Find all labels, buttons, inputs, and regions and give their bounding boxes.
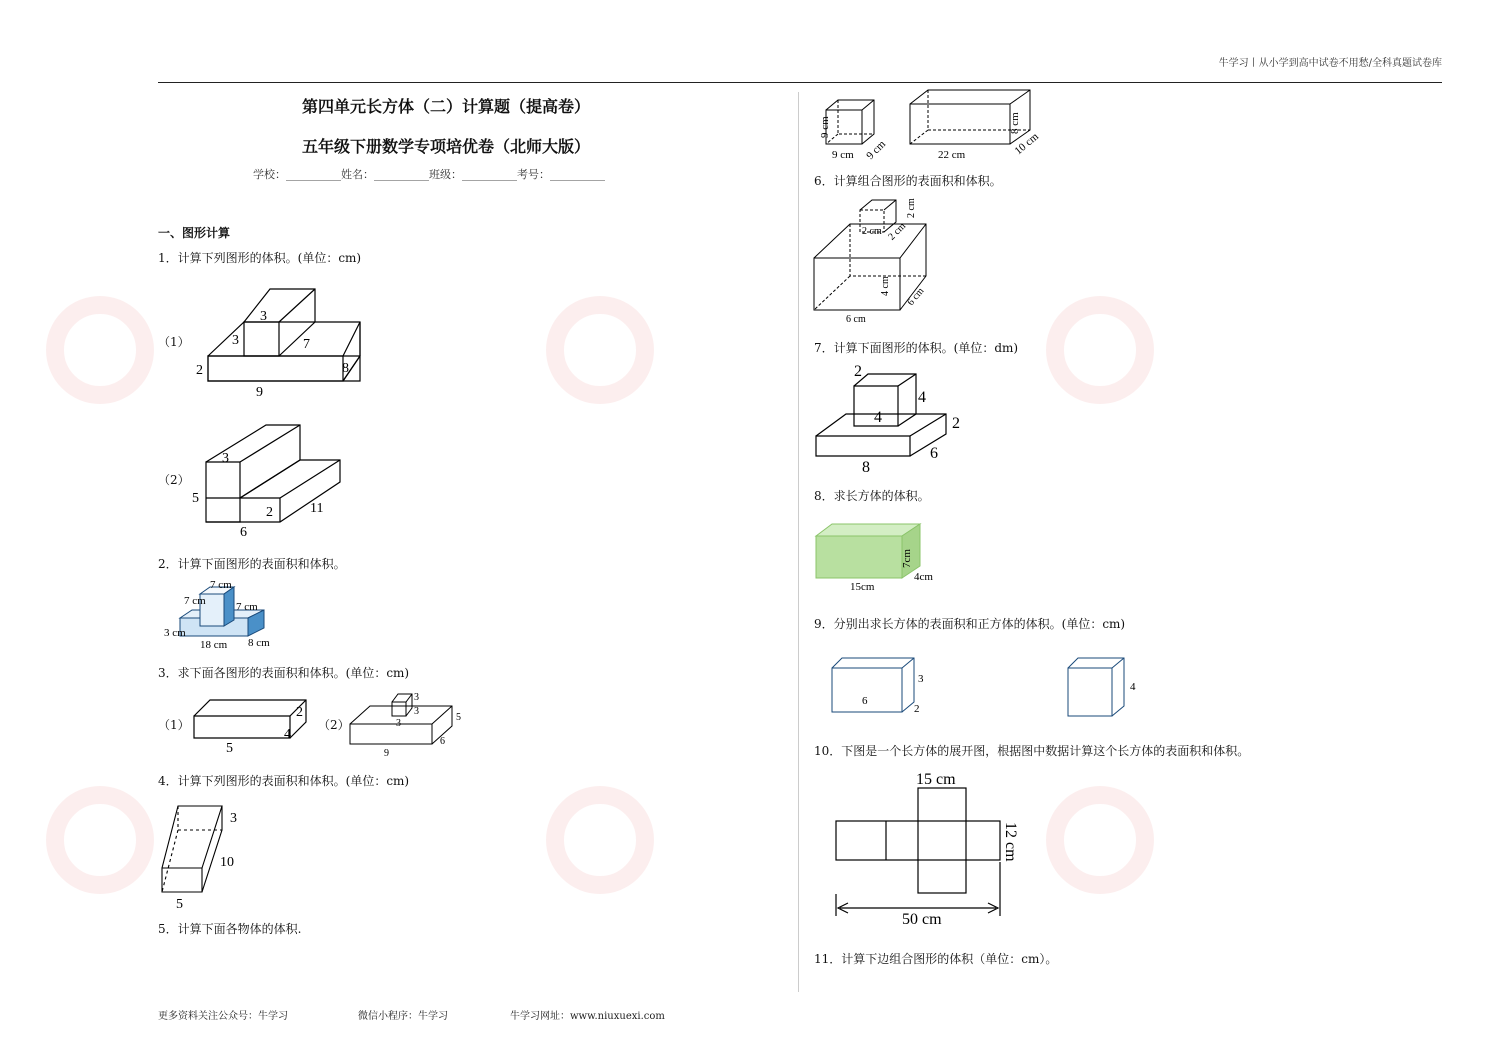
f2-label-c: 7 cm <box>236 601 258 613</box>
figure-5 <box>812 86 1052 162</box>
f5-label-b: 9 cm <box>832 149 854 161</box>
figure-4 <box>158 800 258 912</box>
q3-part2-label: （2） <box>318 718 350 732</box>
question-4: 4．计算下列图形的表面积和体积。(单位：cm) <box>158 774 410 788</box>
q1-part2-label: （2） <box>158 473 190 487</box>
question-9: 9．分别出求长方体的表面积和正方体的体积。(单位：cm) <box>814 617 1126 631</box>
question-3: 3．求下面各图形的表面积和体积。(单位：cm) <box>158 666 410 680</box>
f2-label-a: 7 cm <box>210 579 232 591</box>
f5-label-a: 9 cm <box>819 116 831 138</box>
figure-1-2 <box>192 420 350 540</box>
f3-2-label-a: 3 <box>414 692 419 703</box>
figure-7 <box>812 362 972 474</box>
watermark <box>1040 780 1160 904</box>
figure-10 <box>832 766 1032 930</box>
f1-1-label-b: 3 <box>232 333 239 348</box>
f7-label-c: 4 <box>874 409 882 426</box>
figure-8 <box>812 520 942 594</box>
figure-6 <box>810 196 940 325</box>
f4-label-b: 10 <box>220 855 234 870</box>
question-5: 5．计算下面各物体的体积. <box>158 922 302 936</box>
f6-label-a: 2 cm <box>862 226 882 237</box>
f5-label-e: 10 cm <box>1012 130 1041 158</box>
f10-label-c: 50 cm <box>902 911 942 928</box>
f1-2-label-b: 5 <box>192 491 199 506</box>
watermark <box>540 780 660 904</box>
question-7: 7．计算下面图形的体积。(单位：dm) <box>814 341 1019 355</box>
f5-label-d: 8 cm <box>1009 112 1021 134</box>
f1-1-label-c: 7 <box>303 337 310 352</box>
f7-label-e: 6 <box>930 445 938 462</box>
figure-9 <box>828 654 1148 720</box>
f6-label-b: 2 cm <box>886 220 909 243</box>
f3-2-label-e: 6 <box>440 736 445 747</box>
f5-label-f: 22 cm <box>938 149 966 161</box>
f1-2-label-c: 2 <box>266 505 273 520</box>
footer-mini-program: 微信小程序：牛学习 <box>358 1011 448 1022</box>
student-info-line: 学校：__________姓名：__________班级：__________考号：__________ <box>253 168 605 181</box>
footer-site: 牛学习网址：www.niuxuexi.com <box>510 1011 665 1022</box>
watermark <box>40 290 160 414</box>
f3-2-label-b: 3 <box>414 706 419 717</box>
f9-label-d: 4 <box>1130 681 1136 693</box>
f2-label-f: 8 cm <box>248 637 270 649</box>
f2-label-b: 7 cm <box>184 595 206 607</box>
f7-label-a: 2 <box>854 363 862 380</box>
question-10: 10．下图是一个长方体的展开图，根据图中数据计算这个长方体的表面积和体积。 <box>814 744 1250 758</box>
watermark <box>1040 290 1160 414</box>
f3-2-label-c: 3 <box>396 718 401 729</box>
f6-label-d: 4 cm <box>880 276 891 296</box>
doc-subtitle: 五年级下册数学专项培优卷（北师大版） <box>302 137 591 156</box>
f6-label-e: 6 cm <box>905 285 927 308</box>
f6-label-f: 6 cm <box>846 314 866 325</box>
f3-1-label-a: 2 <box>296 705 303 720</box>
f7-label-d: 2 <box>952 415 960 432</box>
watermark <box>540 290 660 414</box>
watermark <box>40 780 160 904</box>
f1-1-label-e: 9 <box>256 385 263 400</box>
f5-label-c: 9 cm <box>864 138 889 163</box>
header-divider <box>158 82 1442 83</box>
f3-2-label-d: 5 <box>456 712 461 723</box>
f9-label-a: 3 <box>918 673 924 685</box>
question-1: 1．计算下列图形的体积。(单位：cm) <box>158 251 362 265</box>
f3-1-label-c: 5 <box>226 741 233 756</box>
f8-label-a: 7cm <box>901 549 913 568</box>
figure-2 <box>160 580 280 652</box>
f1-2-label-a: 3 <box>222 451 229 466</box>
doc-title: 第四单元长方体（二）计算题（提高卷） <box>302 97 591 116</box>
question-8: 8．求长方体的体积。 <box>814 489 930 503</box>
f10-label-a: 15 cm <box>916 771 956 788</box>
question-2: 2．计算下面图形的表面积和体积。 <box>158 557 346 571</box>
f4-label-a: 3 <box>230 811 237 826</box>
f7-label-b: 4 <box>918 389 926 406</box>
f3-1-label-b: 4 <box>284 727 291 742</box>
f2-label-d: 3 cm <box>164 627 186 639</box>
f9-label-c: 2 <box>914 703 920 715</box>
header-site-line: 牛学习丨从小学到高中试卷不用愁/全科真题试卷库 <box>1218 58 1442 69</box>
q3-part1-label: （1） <box>158 718 190 732</box>
column-divider <box>798 92 799 992</box>
question-11: 11．计算下边组合图形的体积（单位：cm）。 <box>814 952 1058 966</box>
figure-3-1 <box>190 694 310 754</box>
f1-1-label-f: 8 <box>342 361 349 376</box>
q1-part1-label: （1） <box>158 335 190 349</box>
figure-1-1 <box>190 284 370 399</box>
f1-2-label-d: 11 <box>310 501 324 516</box>
f7-label-f: 8 <box>862 459 870 476</box>
f9-label-b: 6 <box>862 695 868 707</box>
f2-label-e: 18 cm <box>200 639 228 651</box>
section-heading: 一、图形计算 <box>158 226 231 240</box>
figure-3-2 <box>346 688 466 758</box>
f1-2-label-e: 6 <box>240 525 247 540</box>
footer-gzh: 更多资料关注公众号：牛学习 <box>158 1011 288 1022</box>
f1-1-label-a: 3 <box>260 309 267 324</box>
f6-label-c: 2 cm <box>906 198 917 218</box>
f4-label-c: 5 <box>176 897 183 912</box>
f1-1-label-d: 2 <box>196 363 203 378</box>
f8-label-b: 4cm <box>914 571 933 583</box>
f3-2-label-f: 9 <box>384 748 389 759</box>
question-6: 6．计算组合图形的表面积和体积。 <box>814 174 1002 188</box>
f10-label-b: 12 cm <box>1002 822 1019 862</box>
f8-label-c: 15cm <box>850 581 875 593</box>
